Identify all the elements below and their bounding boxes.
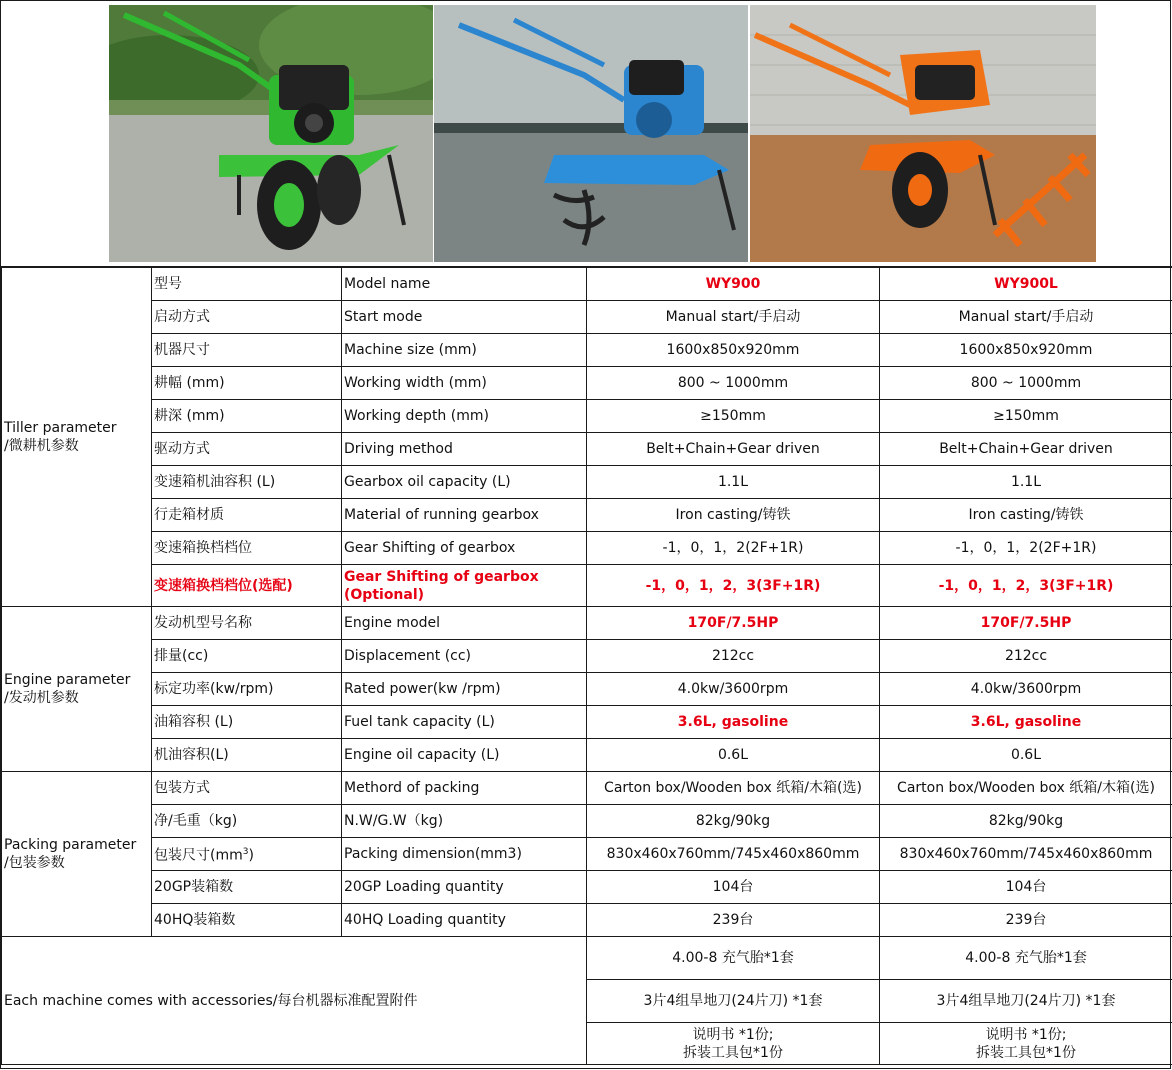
value-cell: -1，0，1，2，3(3F+1R) (587, 565, 880, 607)
row-cn-label: 标定功率(kw/rpm) (152, 673, 342, 706)
value-cell: 170F/7.5HP (880, 607, 1172, 640)
value-cell: 800 ~ 1000mm (587, 367, 880, 400)
table-row (2, 937, 1172, 980)
superscript: 3 (242, 847, 249, 858)
manual-line: 说明书 *1份; (692, 1026, 774, 1043)
value-cell: 82kg/90kg (587, 805, 880, 838)
value-cell: Manual start/手启动 (587, 301, 880, 334)
row-en-label: Fuel tank capacity (L) (342, 706, 587, 739)
value-cell: 1.1L (587, 466, 880, 499)
row-cn-label: 启动方式 (152, 301, 342, 334)
table-row (2, 367, 1172, 400)
row-en-label: Gear Shifting of gearbox (342, 532, 587, 565)
row-en-label: Machine size (mm) (342, 334, 587, 367)
value-cell: 239台 (880, 904, 1172, 937)
orange-tiller-photo (750, 5, 1096, 262)
table-row (2, 904, 1172, 937)
value-cell: 1.1L (880, 466, 1172, 499)
table-row (2, 871, 1172, 904)
table-row (2, 433, 1172, 466)
value-cell: 4.0kw/3600rpm (587, 673, 880, 706)
packing-dim-cn-tail: ) (248, 847, 254, 864)
row-en-label: Model name (342, 268, 587, 301)
value-cell: Manual start/手启动 (880, 301, 1172, 334)
value-cell: 82kg/90kg (880, 805, 1172, 838)
toolkit-line: 拆装工具包*1份 (683, 1044, 783, 1061)
value-cell: 212cc (880, 640, 1172, 673)
packing-dim-cn: 包装尺寸(mm (154, 847, 243, 864)
table-row (2, 838, 1172, 871)
row-cn-label: 机油容积(L) (152, 739, 342, 772)
model-wy900: WY900 (587, 268, 880, 301)
value-cell: -1，0，1，2，3(3F+1R) (880, 565, 1172, 607)
green-tiller-photo (109, 5, 433, 262)
group-label-packing: Packing parameter /包装参数 (2, 772, 152, 937)
row-en-label: Displacement (cc) (342, 640, 587, 673)
row-cn-label: 40HQ装箱数 (152, 904, 342, 937)
table-row (2, 805, 1172, 838)
group-label-accessories: Each machine comes with accessories/每台机器标准配置附件 (2, 937, 587, 1065)
table-row (2, 532, 1172, 565)
toolkit-line: 拆装工具包*1份 (976, 1044, 1076, 1061)
row-en-label: Rated power(kw /rpm) (342, 673, 587, 706)
value-cell: Carton box/Wooden box 纸箱/木箱(选) (587, 772, 880, 805)
row-cn-label: 变速箱换档档位(选配) (152, 565, 342, 607)
value-cell: 800 ~ 1000mm (880, 367, 1172, 400)
value-cell: Belt+Chain+Gear driven (880, 433, 1172, 466)
row-en-label: Gearbox oil capacity (L) (342, 466, 587, 499)
row-en-label: Driving method (342, 433, 587, 466)
row-cn-label: 耕深 (mm) (152, 400, 342, 433)
row-en-label: Engine oil capacity (L) (342, 739, 587, 772)
row-cn-label: 变速箱机油容积 (L) (152, 466, 342, 499)
value-cell: -1，0，1，2(2F+1R) (880, 532, 1172, 565)
table-row (2, 640, 1172, 673)
row-cn-label: 包装方式 (152, 772, 342, 805)
table-row (2, 565, 1172, 607)
value-cell: 0.6L (587, 739, 880, 772)
value-cell: 4.0kw/3600rpm (880, 673, 1172, 706)
value-cell: ≥150mm (587, 400, 880, 433)
value-cell: 1600x850x920mm (587, 334, 880, 367)
product-photo-row (1, 1, 1172, 267)
row-cn-label (152, 838, 342, 871)
value-cell: -1，0，1，2(2F+1R) (587, 532, 880, 565)
row-en-label: 40HQ Loading quantity (342, 904, 587, 937)
row-en-label: Material of running gearbox (342, 499, 587, 532)
row-en-label: Start mode (342, 301, 587, 334)
value-cell: 1600x850x920mm (880, 334, 1172, 367)
table-row (2, 673, 1172, 706)
row-en-label: Working width (mm) (342, 367, 587, 400)
value-cell: Iron casting/铸铁 (880, 499, 1172, 532)
row-cn-label: 行走箱材质 (152, 499, 342, 532)
row-en-label: 20GP Loading quantity (342, 871, 587, 904)
row-cn-label: 发动机型号名称 (152, 607, 342, 640)
accessory-cell: 3片4组旱地刀(24片刀) *1套 (587, 980, 880, 1023)
table-row (2, 706, 1172, 739)
table-row (2, 739, 1172, 772)
row-cn-label: 净/毛重（kg) (152, 805, 342, 838)
value-cell: 830x460x760mm/745x460x860mm (587, 838, 880, 871)
row-cn-label: 驱动方式 (152, 433, 342, 466)
group-label-tiller: Tiller parameter /微耕机参数 (2, 268, 152, 607)
row-en-label: N.W/G.W（kg) (342, 805, 587, 838)
value-cell: ≥150mm (880, 400, 1172, 433)
group-label-engine: Engine parameter /发动机参数 (2, 607, 152, 772)
table-row (2, 301, 1172, 334)
model-wy900l: WY900L (880, 268, 1172, 301)
table-row (2, 334, 1172, 367)
value-cell: 3.6L, gasoline (587, 706, 880, 739)
table-row (2, 268, 1172, 301)
table-row (2, 499, 1172, 532)
value-cell: 170F/7.5HP (587, 607, 880, 640)
accessory-cell: 4.00-8 充气胎*1套 (587, 937, 880, 980)
row-cn-label: 耕幅 (mm) (152, 367, 342, 400)
value-cell: Carton box/Wooden box 纸箱/木箱(选) (880, 772, 1172, 805)
accessory-cell: 3片4组旱地刀(24片刀) *1套 (880, 980, 1172, 1023)
row-cn-label: 20GP装箱数 (152, 871, 342, 904)
row-cn-label: 油箱容积 (L) (152, 706, 342, 739)
row-cn-label: 型号 (152, 268, 342, 301)
row-en-label: Engine model (342, 607, 587, 640)
table-row (2, 772, 1172, 805)
value-cell: 104台 (587, 871, 880, 904)
accessory-cell (587, 1023, 880, 1065)
value-cell: 830x460x760mm/745x460x860mm (880, 838, 1172, 871)
row-en-label: Methord of packing (342, 772, 587, 805)
value-cell: 0.6L (880, 739, 1172, 772)
table-row (2, 607, 1172, 640)
row-cn-label: 排量(cc) (152, 640, 342, 673)
blue-tiller-photo (434, 5, 748, 262)
row-en-label: Packing dimension(mm3) (342, 838, 587, 871)
table-row (2, 466, 1172, 499)
row-en-label: Gear Shifting of gearbox (Optional) (342, 565, 587, 607)
value-cell: 3.6L, gasoline (880, 706, 1172, 739)
spec-table (1, 267, 1172, 1065)
table-row (2, 400, 1172, 433)
value-cell: 239台 (587, 904, 880, 937)
accessory-cell: 4.00-8 充气胎*1套 (880, 937, 1172, 980)
accessory-cell (880, 1023, 1172, 1065)
value-cell: 104台 (880, 871, 1172, 904)
row-cn-label: 机器尺寸 (152, 334, 342, 367)
row-cn-label: 变速箱换档档位 (152, 532, 342, 565)
value-cell: Iron casting/铸铁 (587, 499, 880, 532)
value-cell: Belt+Chain+Gear driven (587, 433, 880, 466)
value-cell: 212cc (587, 640, 880, 673)
manual-line: 说明书 *1份; (985, 1026, 1067, 1043)
row-en-label: Working depth (mm) (342, 400, 587, 433)
